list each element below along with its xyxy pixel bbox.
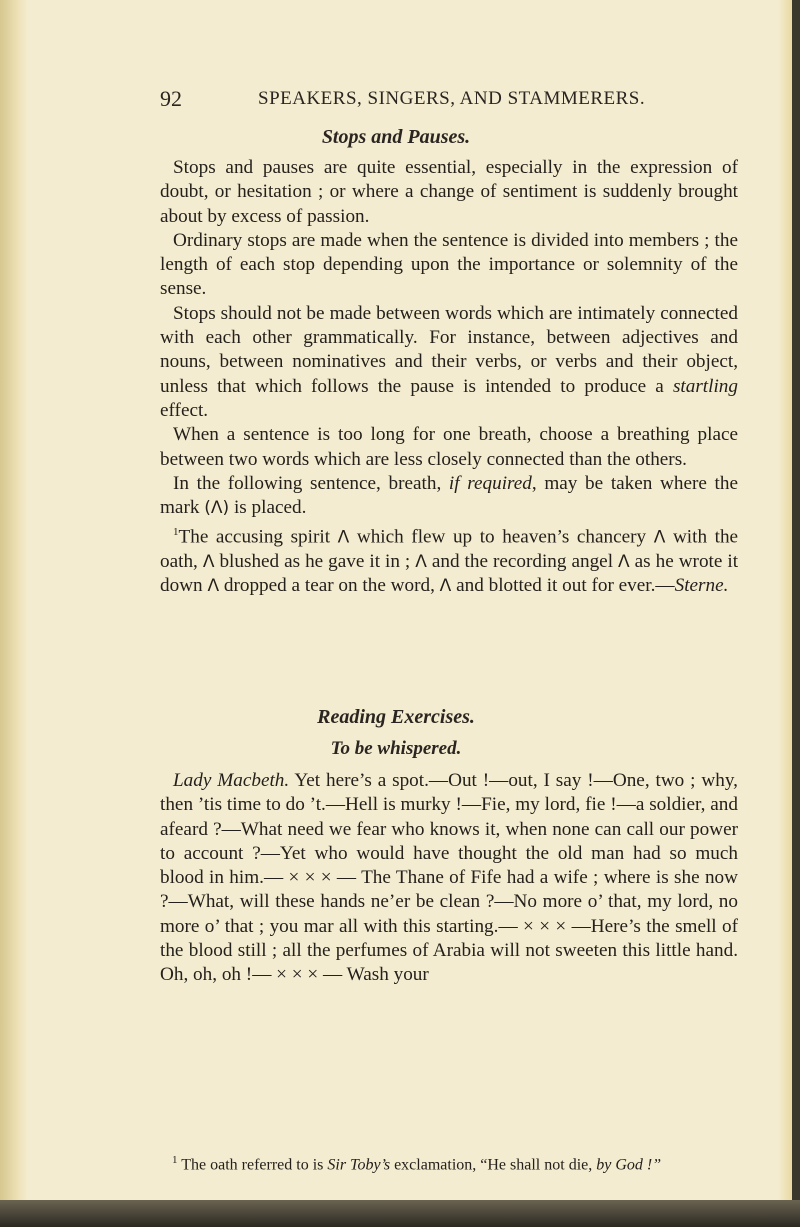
breath-mark: Λ: [202, 552, 215, 573]
emphasis: startling: [672, 375, 738, 397]
breath-mark: Λ: [337, 527, 350, 548]
page-gutter: [0, 0, 28, 1215]
page-bottom-shadow: [0, 1200, 800, 1227]
footnote: $^1$ The oath referred to is Sir Toby’s exclamation, “He shall not die, by God !”: [172, 1154, 662, 1174]
page-header: [0, 86, 792, 116]
breath-mark: Λ: [439, 576, 452, 597]
emphasis: if required: [448, 472, 532, 494]
section-title-reading: Reading Exercises.: [317, 706, 475, 728]
breath-mark: Λ: [618, 552, 630, 573]
page-edge: [778, 0, 792, 1215]
breath-mark: Λ: [653, 527, 666, 548]
running-head: SPEAKERS, SINGERS, AND STAMMERERS.: [258, 88, 646, 109]
stops-section-body: [160, 156, 738, 599]
paragraph: Stops should not be made between words which are intimately connected with each other grammatically. For instance, between adjectives and nouns, between nominatives and their verbs, or verbs and their object, unless that which follows the pause is intended to produce a startling effect.: [160, 302, 738, 421]
example-quote: $^1$The accusing spirit Λ which flew up to heaven’s chancery Λ with the oath, Λ blushed as he gave it in ; Λ and the recording angel Λ as he wrote it down Λ dropped a tear on the word, Λ and blotted it out for ever.—Sterne.: [160, 526, 739, 597]
paragraph: When a sentence is too long for one breath, choose a breathing place between two words which are less closely connected than the others.: [160, 424, 738, 470]
breath-mark: (Λ): [204, 498, 230, 519]
breath-mark: Λ: [207, 576, 220, 597]
speaker-name: Lady Macbeth.: [173, 770, 290, 791]
section-title-stops: Stops and Pauses.: [321, 126, 471, 148]
paragraph: Stops and pauses are quite essential, especially in the expression of doubt, or hesitation ; or where a change of sentiment is suddenly brought about by excess of passion.: [160, 157, 738, 227]
paragraph: In the following sentence, breath, if required, may be taken where the mark (Λ) is placed.: [160, 472, 739, 519]
footnote-number: 1: [172, 1154, 178, 1166]
speech: Lady Macbeth. Yet here’s a spot.—Out !—out, I say !—One, two ; why, then ’tis time to do ’t.—Hell is murky !—Fie, my lord, fie !—a soldier, and afeard ?—What need we fear who knows it, when none can call our power to account ?—Yet who would have thought the old man had so much blood in him.— × × × — The Thane of Fife had a wife ; where is she now ?—What, will these hands ne’er be clean ?—No more o’ that, my lord, no more o’ that ; you mar all with this starting.— × × × —Here’s the smell of the blood still ; all the perfumes of Arabia will not sweeten this little hand. Oh, oh, oh !— × × × — Wash your: [160, 770, 738, 986]
paragraph: Ordinary stops are made when the sentence is divided into members ; the length of each stop depending upon the importance or solemnity of the sense.: [160, 229, 738, 300]
page-number: 92: [160, 86, 182, 111]
breath-mark: Λ: [415, 552, 427, 573]
quote-author: Sterne.: [674, 575, 729, 597]
reading-exercise-body: [160, 769, 738, 988]
footnote-ref: 1: [173, 526, 179, 539]
section-subtitle: To be whispered.: [330, 738, 462, 759]
